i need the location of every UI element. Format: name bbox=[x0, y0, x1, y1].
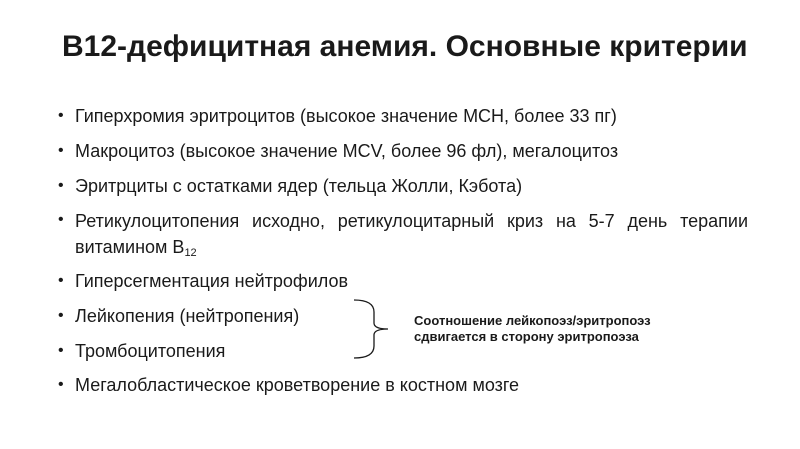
list-item bbox=[58, 139, 748, 163]
bullet-marker: • bbox=[58, 307, 64, 324]
bullet-marker: • bbox=[58, 211, 64, 228]
list-item bbox=[58, 174, 748, 198]
list-item-text: Эритрциты с остатками ядер (тельца Жолли, Кэбота) bbox=[75, 176, 523, 196]
list-item-text: Мегалобластическое кроветворение в костном мозге bbox=[75, 375, 520, 395]
bullet-marker: • bbox=[58, 272, 64, 289]
list-item-text: Лейкопения (нейтропения) bbox=[75, 306, 300, 326]
slide-title: B12-дефицитная анемия. Основные критерии bbox=[62, 30, 748, 63]
bullet-marker: • bbox=[58, 142, 64, 159]
bullet-marker: • bbox=[58, 376, 64, 393]
bullet-marker: • bbox=[58, 177, 64, 194]
list-item bbox=[58, 373, 748, 397]
bullet-marker: • bbox=[58, 107, 64, 124]
list-item-text: Гиперсегментация нейтрофилов bbox=[75, 271, 349, 291]
list-item-text: Макроцитоз (высокое значение MCV, более 96 фл), мегалоцитоз bbox=[75, 141, 619, 161]
list-item bbox=[58, 269, 748, 293]
list-item-main-text: Ретикулоцитопения исходно, ретикулоцитарный криз на 5-7 день терапии витамином В bbox=[75, 211, 748, 257]
subscript: 12 bbox=[184, 247, 197, 259]
brace-annotation: Соотношение лейкопоэз/эритропоэз сдвигается в сторону эритропоэза bbox=[414, 313, 651, 344]
list-item bbox=[58, 208, 748, 266]
list-item-text bbox=[75, 208, 748, 266]
bullet-marker: • bbox=[58, 342, 64, 359]
curly-brace-icon bbox=[352, 298, 392, 360]
list-item-text: Гиперхромия эритроцитов (высокое значение МСН, более 33 пг) bbox=[75, 106, 617, 126]
list-item-text: Тромбоцитопения bbox=[75, 341, 226, 361]
list-item bbox=[58, 104, 748, 128]
